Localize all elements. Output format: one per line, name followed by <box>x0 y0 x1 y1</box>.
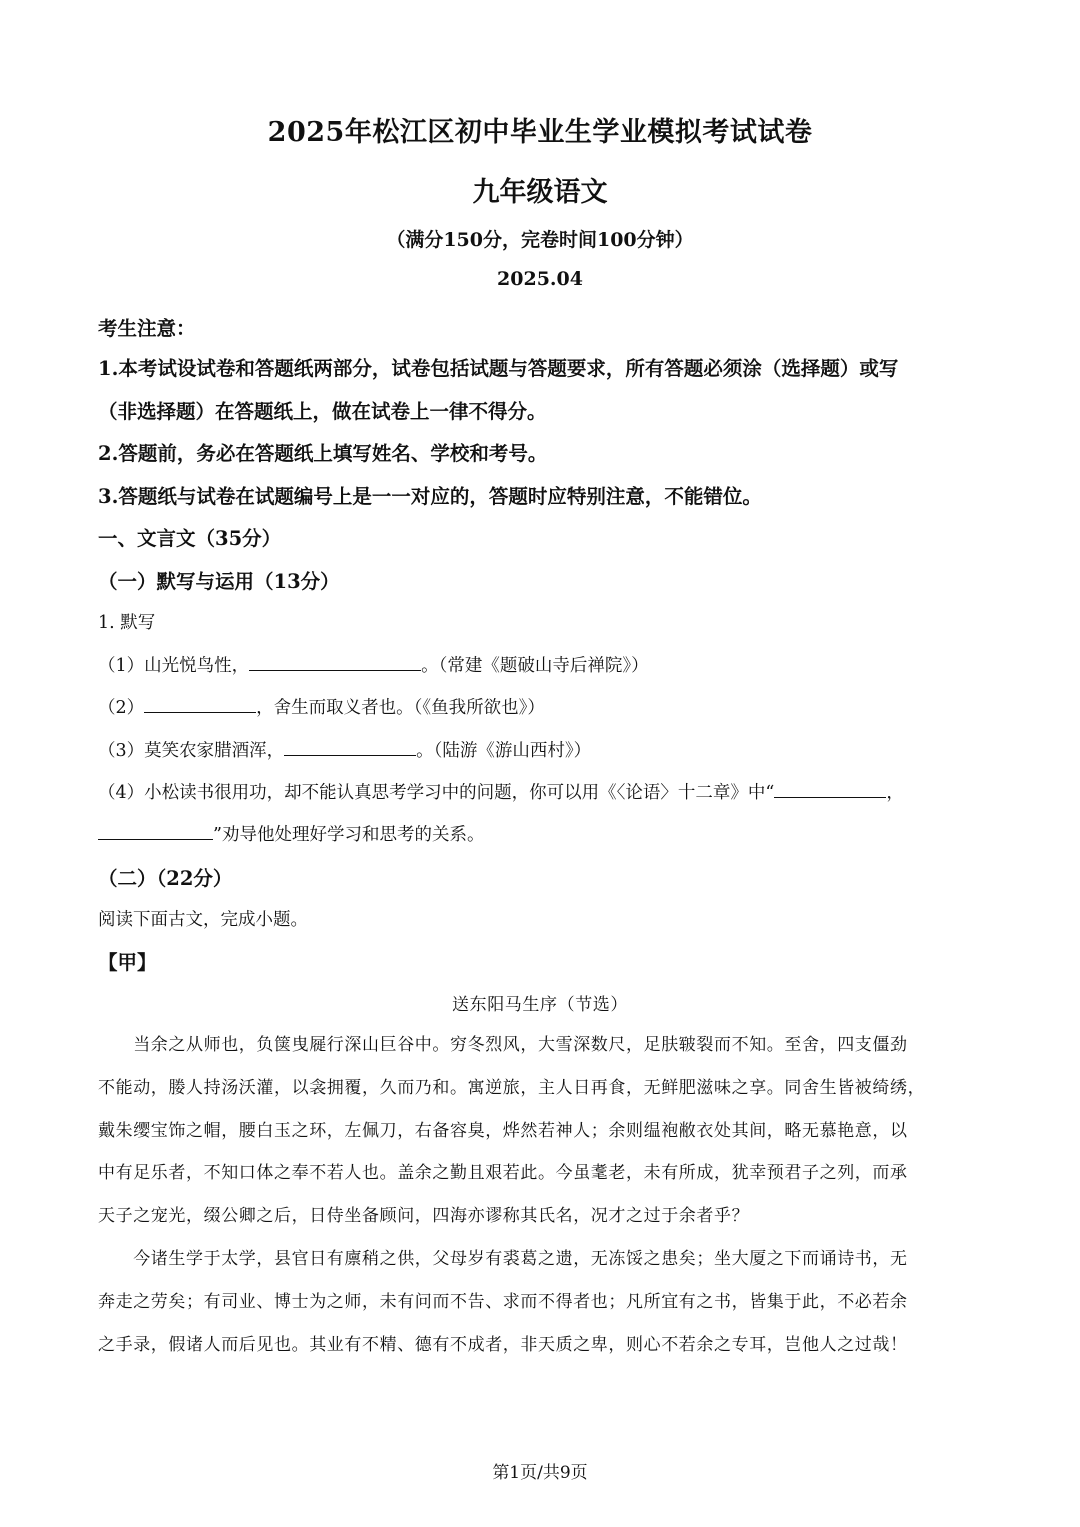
notice-item-3: 3.答题纸与试卷在试题编号上是一一对应的，答题时应特别注意，不能错位。 <box>98 485 762 508</box>
question-1-1-prefix: （1）山光悦鸟性， <box>98 656 250 676</box>
question-1-2-suffix: ，舍生而取义者也。（《鱼我所欲也》） <box>256 698 545 718</box>
notice-item-1-line-1: 1.本考试设试卷和答题纸两部分，试卷包括试题与答题要求，所有答题必须涂（选择题）或写 <box>98 357 899 380</box>
reading-instruction: 阅读下面古文，完成小题。 <box>98 910 308 930</box>
part-heading-reading: （二）（22分） <box>98 867 233 890</box>
passage-line: 今诸生学于太学，县官日有廪稍之供，父母岁有裘葛之遗，无冻馁之患矣；坐大厦之下而诵诗书，无 <box>98 1249 908 1269</box>
passage-title: 送东阳马生序（节选） <box>452 995 628 1015</box>
page-number: 第1页/共9页 <box>492 1463 588 1483</box>
passage-line: 中有足乐者，不知口体之奉不若人也。盖余之勤且艰若此。今虽耄老，未有所成，犹幸预君子之列，而承 <box>98 1163 908 1183</box>
passage-line: 当余之从师也，负箧曳屣行深山巨谷中。穷冬烈风，大雪深数尺，足肤皲裂而不知。至舍，四支僵劲 <box>98 1035 908 1055</box>
passage-line: 不能动，媵人持汤沃灌，以衾拥覆，久而乃和。寓逆旅，主人日再食，无鲜肥滋味之享。同舍生皆被绮绣， <box>98 1078 926 1098</box>
passage-line: 之手录，假诸人而后见也。其业有不精、德有不成者，非天质之卑，则心不若余之专耳，岂他人之过哉！ <box>98 1335 908 1355</box>
question-1-3 <box>98 737 591 762</box>
notice-heading: 考生注意： <box>98 317 196 340</box>
notice-item-1-line-2: （非选择题）在答题纸上，做在试卷上一律不得分。 <box>98 400 547 423</box>
answer-blank-1-1[interactable] <box>249 652 421 671</box>
part-heading-dictation: （一）默写与运用（13分） <box>98 570 340 593</box>
question-1-2-prefix: （2） <box>98 698 145 718</box>
passage-line: 奔走之劳矣；有司业、博士为之师，未有问而不告、求而不得者也；凡所宜有之书，皆集于此，不必若余 <box>98 1292 908 1312</box>
question-1-1 <box>98 652 649 677</box>
question-1-label: 1. 默写 <box>98 613 156 633</box>
answer-blank-1-4a[interactable] <box>774 779 886 798</box>
question-1-4-line-2 <box>98 821 484 846</box>
passage-line: 天子之宠光，缀公卿之后，日侍坐备顾问，四海亦谬称其氏名，况才之过于余者乎？ <box>98 1206 750 1226</box>
passage-jia-label: 【甲】 <box>98 951 157 974</box>
question-1-4-prefix: （4）小松读书很用功，却不能认真思考学习中的问题，你可以用《〈论语〉十二章》中“ <box>98 783 775 803</box>
notice-item-2: 2.答题前，务必在答题纸上填写姓名、学校和考号。 <box>98 442 548 465</box>
answer-blank-1-3[interactable] <box>284 737 416 756</box>
section-heading-classical: 一、文言文（35分） <box>98 527 282 550</box>
question-1-4-line-1 <box>98 779 904 804</box>
question-1-3-prefix: （3）莫笑农家腊酒浑， <box>98 741 285 761</box>
question-1-2 <box>98 694 545 719</box>
answer-blank-1-2[interactable] <box>144 694 256 713</box>
answer-blank-1-4b[interactable] <box>98 821 213 840</box>
exam-subtitle: 九年级语文 <box>472 177 608 208</box>
exam-date: 2025.04 <box>497 268 583 290</box>
question-1-1-suffix: 。（常建《题破山寺后禅院》） <box>421 656 649 676</box>
question-1-4-suffix: ”劝导他处理好学习和思考的关系。 <box>213 825 485 845</box>
question-1-4-mid: ， <box>886 783 904 803</box>
score-info: （满分150分，完卷时间100分钟） <box>386 229 694 251</box>
exam-title: 2025年松江区初中毕业生学业模拟考试试卷 <box>267 117 813 148</box>
question-1-3-suffix: 。（陆游《游山西村》） <box>416 741 592 761</box>
passage-line: 戴朱缨宝饰之帽，腰白玉之环，左佩刀，右备容臭，烨然若神人；余则缊袍敝衣处其间，略无慕艳意，以 <box>98 1121 908 1141</box>
